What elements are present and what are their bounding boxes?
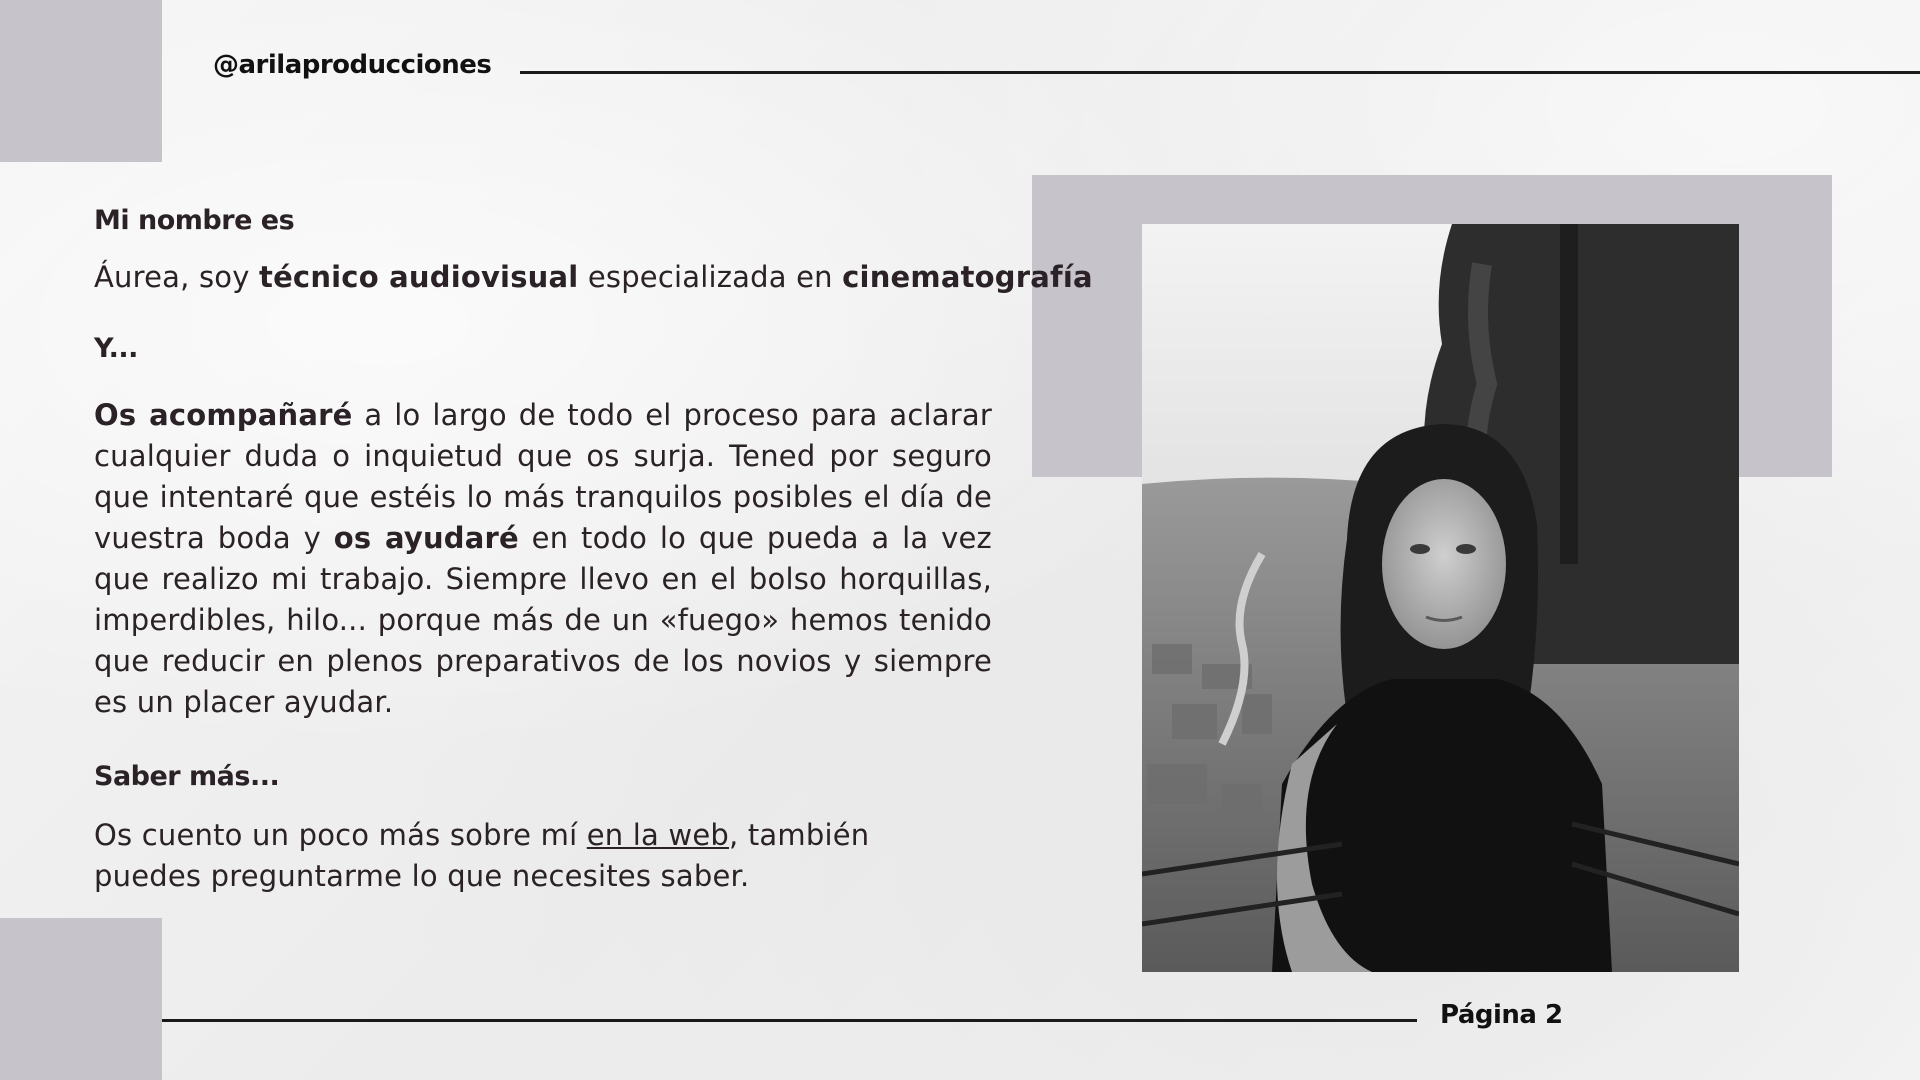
intro-name-text: Áurea, soy <box>94 260 259 294</box>
portrait-photo <box>1142 224 1739 972</box>
more-text <box>94 815 974 897</box>
intro-heading: Mi nombre es <box>94 205 295 236</box>
y-heading: Y... <box>94 333 138 364</box>
page-number: Página 2 <box>1440 1000 1563 1030</box>
y-body-text <box>94 395 992 723</box>
y-bold-mid: os ayudaré <box>333 521 519 555</box>
intro-middle: especializada en <box>578 260 843 294</box>
more-text-before: Os cuento un poco más sobre mí <box>94 818 587 852</box>
y-text-1: a lo largo de todo el proceso para aclarar cualquier duda o inquietud que os surja. Tened por seguro que intentaré que estéis lo más tranquilos posibles el día de vuestra boda y <box>94 398 992 555</box>
more-text-after: , también puedes preguntarme lo que necesites saber. <box>94 818 870 893</box>
intro-specialty: cinematografía <box>842 260 1093 294</box>
decorative-block-bottom-left <box>0 918 162 1080</box>
intro-role: técnico audiovisual <box>259 260 579 294</box>
y-text-2: en todo lo que pueda a la vez que realizo mi trabajo. Siempre llevo en el bolso horquillas, imperdibles, hilo... porque más de un «fuego» hemos tenido que reducir en plenos preparativos de los novios y siempre es un placer ayudar. <box>94 521 992 719</box>
decorative-block-top-left <box>0 0 162 162</box>
footer-rule <box>162 1019 1417 1022</box>
y-bold-start: Os acompañaré <box>94 398 353 432</box>
header-rule <box>520 71 1920 74</box>
website-link[interactable]: en la web <box>586 818 730 852</box>
social-handle: @arilaproducciones <box>213 50 492 80</box>
intro-text <box>94 257 1093 298</box>
more-heading: Saber más... <box>94 761 280 792</box>
